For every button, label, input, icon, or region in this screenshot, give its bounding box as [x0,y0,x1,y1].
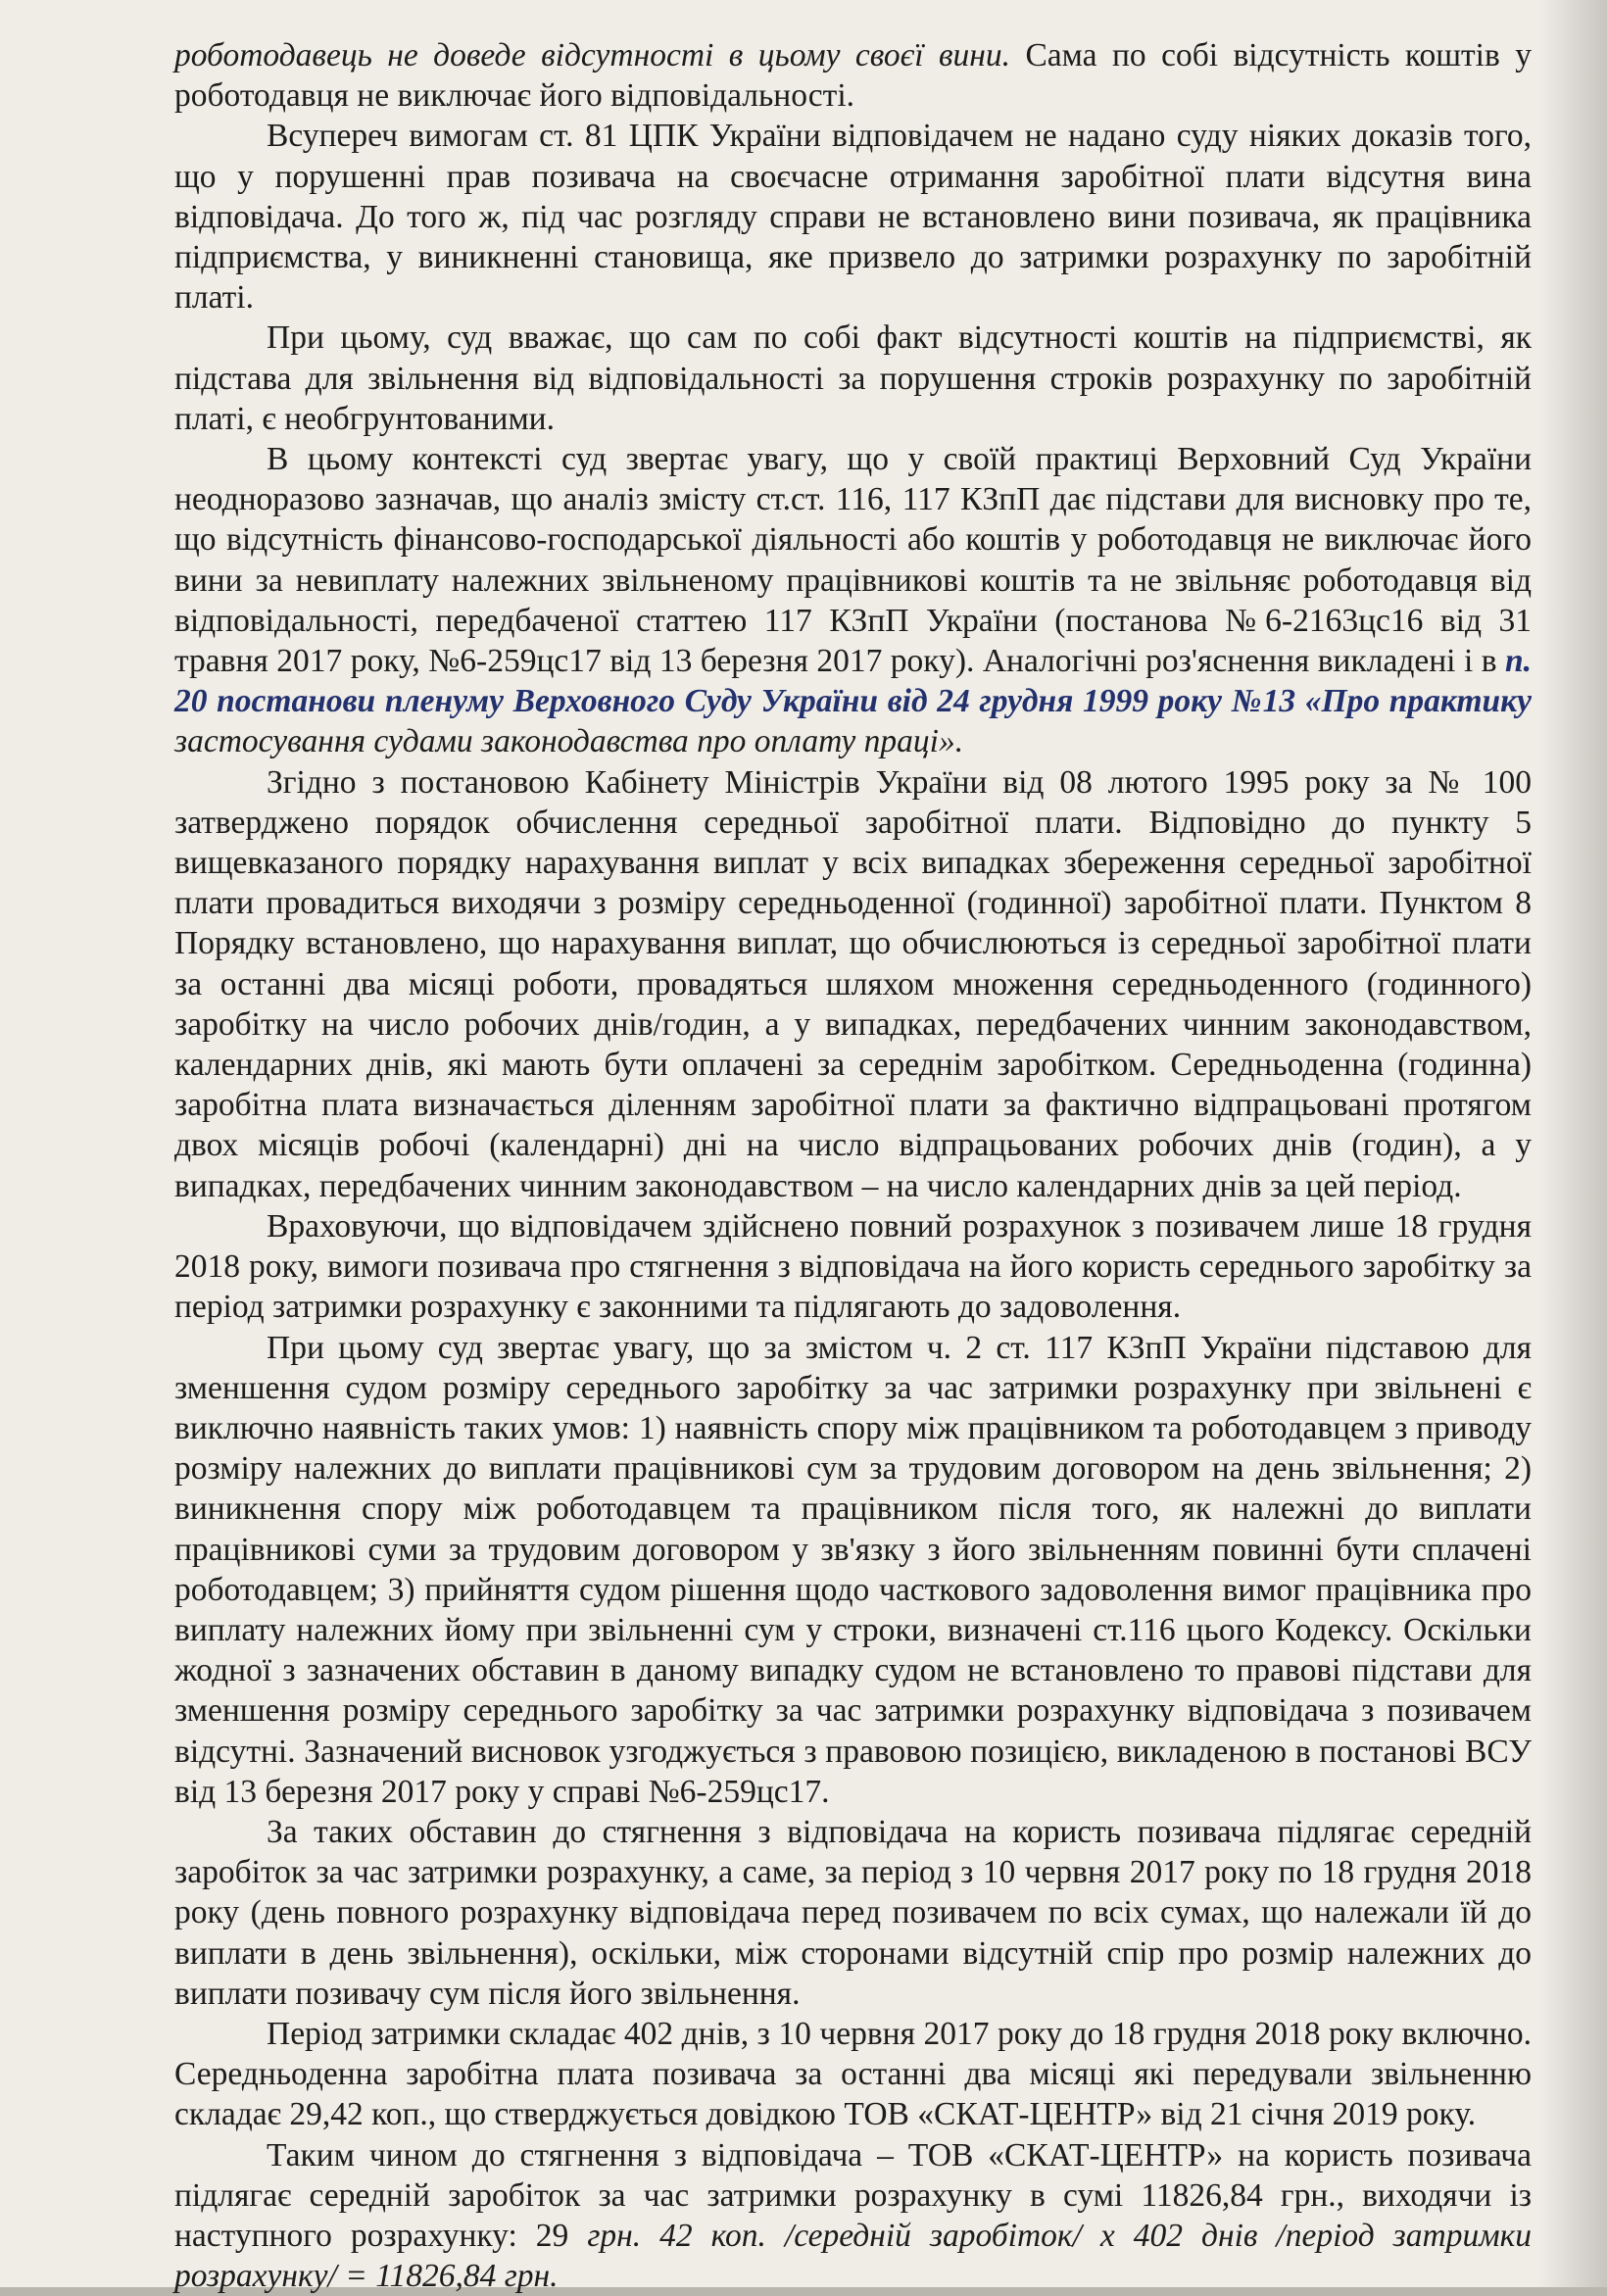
paragraph-9 [174,2014,1532,2135]
paragraph-10-text: Таким чином до стягнення з відповідача – ТОВ «СКАТ-ЦЕНТР» на користь позивача підлягає середній заробіток за час затримки розрахунку в сумі 11826,84 грн., виходячи із наступного розрахунку: 29 [174,2136,1532,2254]
paragraph-6-text: Враховуючи, що відповідачем здійснено повний розрахунок з позивачем лише 18 грудня 2018 року, вимоги позивача про стягнення з відповідача на його користь середнього заробітку за період затримки розрахунку є законними та підлягають до задоволення. [174,1207,1532,1326]
paragraph-2 [174,116,1532,318]
paragraph-8 [174,1812,1532,2014]
paragraph-9-text: Період затримки складає 402 днів, з 10 червня 2017 року до 18 грудня 2018 року включно. Середньоденна заробітна плата позивача за останні два місяці які передували звільненню складає 29,42 коп., що стверджується довідкою ТОВ «СКАТ-ЦЕНТР» від 21 січня 2019 року. [174,2015,1532,2133]
paragraph-4-italic-tail: застосування судами законодавства про оплату праці». [174,723,964,760]
paragraph-6 [174,1206,1532,1328]
paragraph-1 [174,35,1532,116]
paragraph-10-italic-formula: грн. 42 коп. /середній заробіток/ х 402 днів /період затримки розрахунку/ = 11826,84 грн. [174,2217,1532,2295]
paragraph-8-text: За таких обставин до стягнення з відповідача на користь позивача підлягає середній заробіток за час затримки розрахунку, а саме, за період з 10 червня 2017 року по 18 грудня 2018 року (день повного розрахунку відповідача перед позивачем по всіх сумах, що належали їй до виплати в день звільнення), оскільки, між сторонами відсутній спір про розмір належних до виплати позивачу сум після його звільнення. [174,1813,1532,2012]
paragraph-2-text: Всупереч вимогам ст. 81 ЦПК України відповідачем не надано суду ніяких доказів того, що у порушенні прав позивача на своєчасне отримання заробітної плати відсутня вина відповідача. До того ж, під час розгляду справи не встановлено вини позивача, як працівника підприємства, у виникненні становища, яке призвело до затримки розрахунку по заробітній платі. [174,118,1532,317]
paragraph-1-italic-fragment: роботодавець не доведе відсутності в цьому своєї вини. [174,37,1011,73]
paragraph-1-text: Сама по собі відсутність коштів у роботодавця не виключає його відповідальності. [174,37,1532,115]
paragraph-10 [174,2135,1532,2296]
paragraph-7 [174,1328,1532,1812]
paragraph-5-text: Згідно з постановою Кабінету Міністрів України від 08 лютого 1995 року за № 100 затверджено порядок обчислення середньої заробітної плати. Відповідно до пункту 5 вищевказаного порядку нарахування виплат у всіх випадках збереження середньої заробітної плати провадиться виходячи з розміру середньоденної (годинної) заробітної плати. Пунктом 8 Порядку встановлено, що нарахування виплат, що обчислюються із середньої заробітної плати за останні два місяці роботи, провадяться шляхом множення середньоденного (годинного) заробітку на число робочих днів/годин, а у випадках, передбачених чинним законодавством, календарних днів, які мають бути оплачені за середнім заробітком. Середньоденна (годинна) заробітна плата визначається діленням заробітної плати за фактично відпрацьовані протягом двох місяців робочі (календарні) дні на число відпрацьованих робочих днів (годин), а у випадках, передбачених чинним законодавством – на число календарних днів за цей період. [174,763,1532,1204]
paragraph-3-text: При цьому, суд вважає, що сам по собі факт відсутності коштів на підприємстві, як підстава для звільнення від відповідальності за порушення строків розрахунку по заробітній платі, є необгрунтованими. [174,319,1532,437]
paragraph-7-text: При цьому суд звертає увагу, що за змістом ч. 2 ст. 117 КЗпП України підставою для зменшення судом розміру середнього заробітку за час затримки розрахунку при звільнені є виключно наявність таких умов: 1) наявність спору між працівником та роботодавцем з приводу розміру належних до виплати працівникові сум за трудовим договором на день звільнення; 2) виникнення спору між роботодавцем та працівником після того, як належні до виплати працівникові суми за трудовим договором у зв'язку з його звільненням повинні бути сплачені роботодавцем; 3) прийняття судом рішення щодо часткового задоволення вимог працівника про виплату належних йому при звільненні сум у строки, визначені ст.116 цього Кодексу. Оскільки жодної з зазначених обставин в даному випадку судом не встановлено то правові підстави для зменшення розміру середнього заробітку за час затримки розрахунку відповідача з позивачем відсутні. Зазначений висновок узгоджується з правовою позицією, викладеною в постанові ВСУ від 13 березня 2017 року у справі №6-259цс17. [174,1329,1532,1810]
paragraph-5 [174,762,1532,1206]
paragraph-4 [174,439,1532,762]
paragraph-3 [174,318,1532,439]
document-body [174,35,1532,2296]
paragraph-4-marked-reference: п. 20 постанови пленуму Верховного Суду України від 24 грудня 1999 року №13 «Про практику [174,643,1532,720]
paragraph-4-text: В цьому контексті суд звертає увагу, що у своїй практиці Верховний Суд України неодноразово зазначав, що аналіз змісту ст.ст. 116, 117 КЗпП дає підстави для висновку про те, що відсутність фінансово-господарської діяльності або коштів у роботодавця не виключає його вини за невиплату належних звільненому працівникові коштів та не звільняє роботодавця від відповідальності, передбаченої статтею 117 КЗпП України (постанова №6-2163цс16 від 31 травня 2017 року, №6-259цс17 від 13 березня 2017 року). Аналогічні роз'яснення викладені і в [174,441,1532,680]
